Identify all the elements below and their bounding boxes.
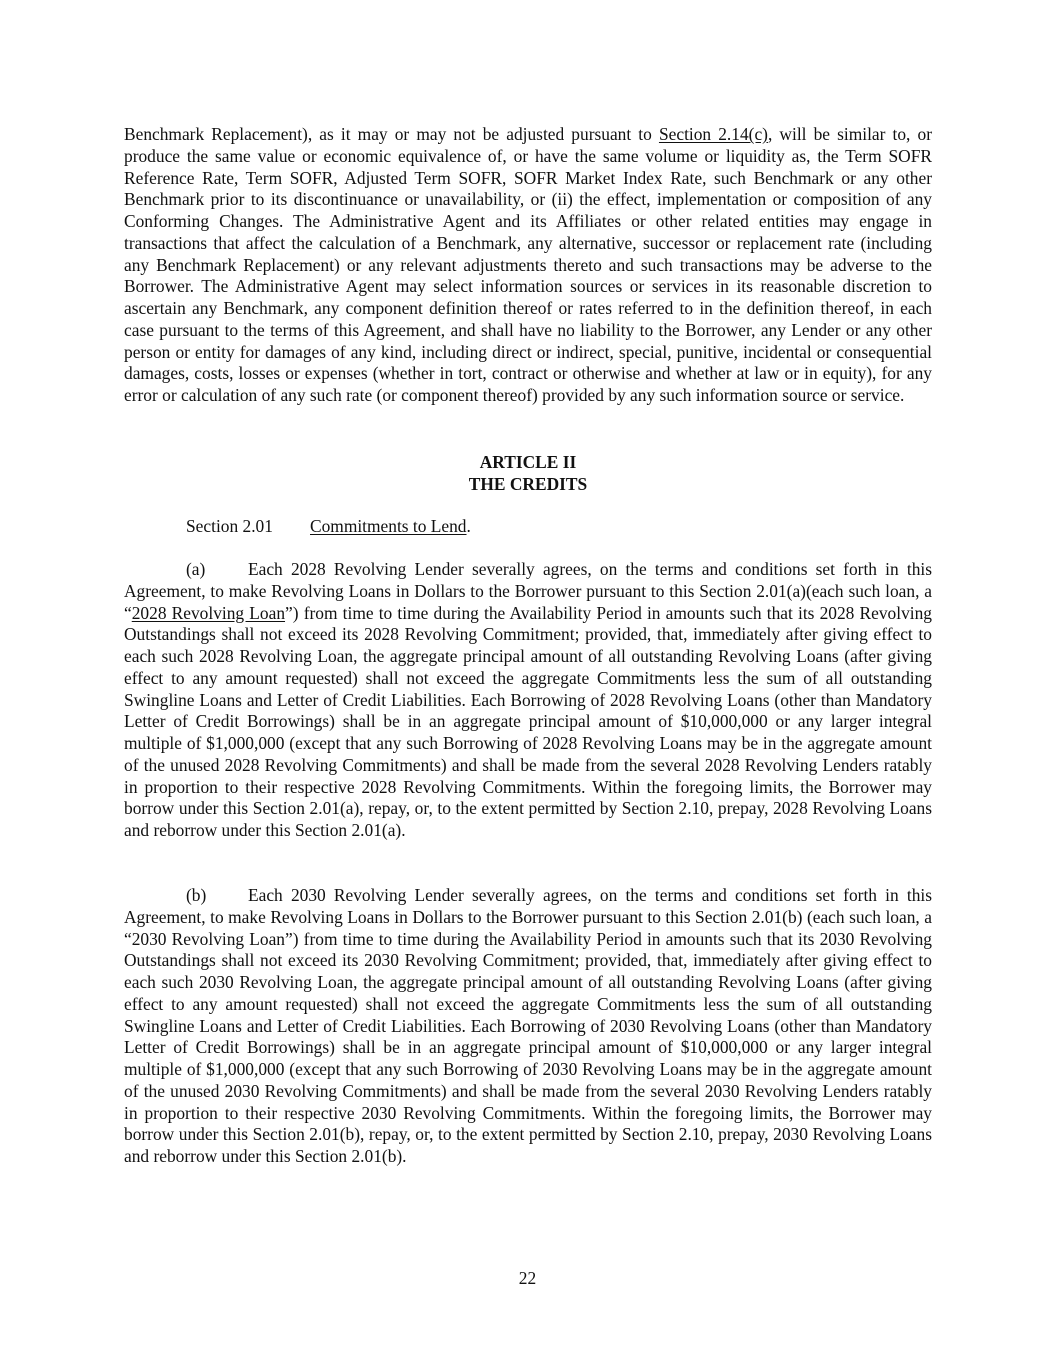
- section-title-suffix: .: [466, 516, 471, 536]
- paragraph-b: [124, 885, 932, 1168]
- paragraph-intro-text-start: Benchmark Replacement), as it may or may not be adjusted pursuant to: [124, 124, 659, 144]
- paragraph-benchmark-disclaimer: [124, 124, 932, 407]
- paragraph-b-marker: (b): [186, 885, 207, 905]
- section-number: Section 2.01: [186, 516, 273, 536]
- paragraph-a: [124, 559, 932, 842]
- article-number: ARTICLE II: [479, 452, 577, 472]
- article-title: THE CREDITS: [468, 474, 588, 494]
- paragraph-intro-text-end: , will be similar to, or produce the same value or economic equivalence of, or have the same volume or liquidity as, the Term SOFR Reference Rate, Term SOFR, Adjusted Term SOFR, SOFR Market Index Rate, such Benchmark or any other Benchmark prior to its discontinuance or unavailability, or (ii) the effect, implementation or composition of any Conforming Changes. The Administrative Agent and its Affiliates or other related entities may engage in transactions that affect the calculation of a Benchmark, any alternative, successor or replacement rate (including any Benchmark Replacement) or any relevant adjustments thereto and such transactions may be adverse to the Borrower. The Administrative Agent may select information sources or services in its reasonable discretion to ascertain any Benchmark, any component definition thereof or rates referred to in the definition thereof, in each case pursuant to the terms of this Agreement, and shall have no liability to the Borrower, any Lender or any other person or entity for damages of any kind, including direct or indirect, special, punitive, incidental or consequential damages, costs, losses or expenses (whether in tort, contract or otherwise and whether at law or in equity), for any error or calculation of any such rate (or component thereof) provided by any such information source or service.: [124, 124, 933, 405]
- section-title: Commitments to Lend: [310, 516, 467, 536]
- paragraph-b-text: Each 2030 Revolving Lender severally agrees, on the terms and conditions set forth in this Agreement, to make Revolving Loans in Dollars to the Borrower pursuant to this Section 2.01(b) (each such loan, a “2030 Revolving Loan”) from time to time during the Availability Period in amounts such that its 2030 Revolving Outstandings shall not exceed its 2030 Revolving Commitment; provided, that, immediately after giving effect to each such 2030 Revolving Loan, the aggregate principal amount of all outstanding Revolving Loans (after giving effect to any amount requested) shall not exceed the aggregate Commitments less the sum of all outstanding Swingline Loans and Letter of Credit Liabilities. Each Borrowing of 2030 Revolving Loans (other than Mandatory Letter of Credit Borrowings) shall be in an aggregate principal amount of $10,000,000 or any larger integral multiple of $1,000,000 (except that any such Borrowing of 2030 Revolving Loans may be in the aggregate amount of the unused 2030 Revolving Commitments) and shall be made from the several 2030 Revolving Lenders ratably in proportion to their respective 2030 Revolving Commitments. Within the foregoing limits, the Borrower may borrow under this Section 2.01(b), repay, or, to the extent permitted by Section 2.10, prepay, 2030 Revolving Loans and reborrow under this Section 2.01(b).: [124, 885, 932, 1166]
- paragraph-a-text-end: ”) from time to time during the Availability Period in amounts such that its 2028 Revolving Outstandings shall not exceed its 2028 Revolving Commitment; provided, that, immediately after giving effect to each such 2028 Revolving Loan, the aggregate principal amount of all outstanding Revolving Loans (after giving effect to any amount requested) shall not exceed the aggregate Commitments less the sum of all outstanding Swingline Loans and Letter of Credit Liabilities. Each Borrowing of 2028 Revolving Loans (other than Mandatory Letter of Credit Borrowings) shall be in an aggregate principal amount of $10,000,000 or any larger integral multiple of $1,000,000 (except that any such Borrowing of 2028 Revolving Loans may be in the aggregate amount of the unused 2028 Revolving Commitments) and shall be made from the several 2028 Revolving Lenders ratably in proportion to their respective 2028 Revolving Commitments. Within the foregoing limits, the Borrower may borrow under this Section 2.01(a), repay, or, to the extent permitted by Section 2.10, prepay, 2028 Revolving Loans and reborrow under this Section 2.01(a).: [124, 602, 932, 840]
- section-heading: [186, 515, 471, 537]
- paragraph-a-text-start: Each 2028 Revolving Lender severally agrees, on the terms and conditions set forth in this Agreement, to make Revolving Loans in Dollars to the Borrower pursuant to this Section 2.01(a)(each such loan, a “: [124, 559, 932, 623]
- paragraph-a-marker: (a): [186, 559, 206, 579]
- page-number: 22: [518, 1268, 537, 1288]
- section-2-14c-reference: Section 2.14(c): [658, 124, 768, 144]
- defined-term-2028-revolving-loan: 2028 Revolving Loan: [131, 602, 286, 623]
